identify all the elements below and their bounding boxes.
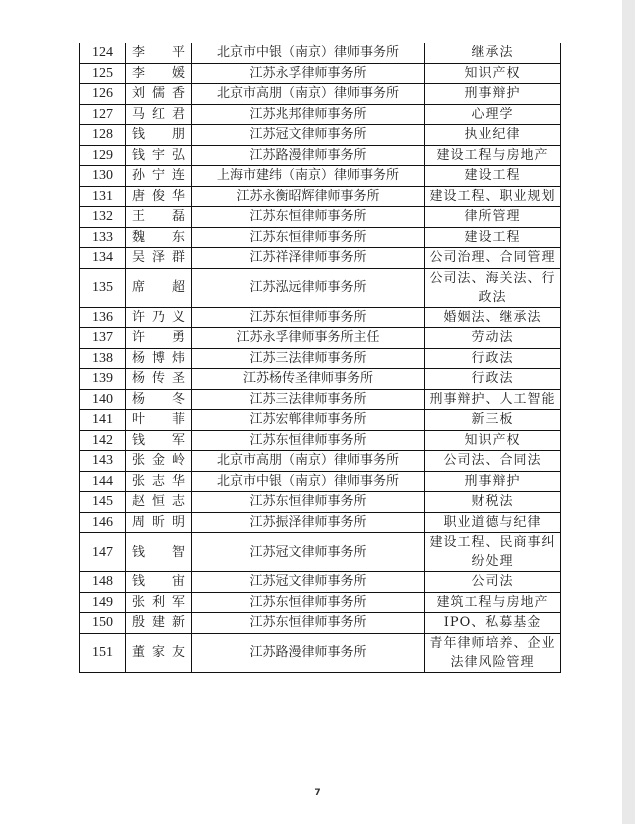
row-number: 150 [80,613,126,634]
specialty: 新三板 [425,410,561,431]
table-row [80,43,561,63]
row-number: 141 [80,410,126,431]
row-number: 145 [80,492,126,513]
law-firm: 北京市中银（南京）律师事务所 [192,43,425,63]
lawyer-name: 吴泽群 [126,248,192,269]
row-number: 136 [80,307,126,328]
row-number: 130 [80,166,126,187]
specialty: 心理学 [425,104,561,125]
specialty: IPO、私募基金 [425,613,561,634]
table-row [80,592,561,613]
table-row [80,410,561,431]
law-firm: 江苏冠文律师事务所 [192,572,425,593]
law-firm: 江苏路漫律师事务所 [192,633,425,672]
law-firm: 江苏东恒律师事务所 [192,227,425,248]
law-firm: 江苏振泽律师事务所 [192,512,425,533]
lawyer-name: 钱军 [126,430,192,451]
row-number: 124 [80,43,126,63]
lawyer-name: 李平 [126,43,192,63]
table-row [80,572,561,593]
table-row [80,430,561,451]
table-row [80,63,561,84]
table-row [80,268,561,307]
table-row [80,227,561,248]
specialty: 公司法 [425,572,561,593]
lawyer-name: 张金岭 [126,451,192,472]
law-firm: 江苏三法律师事务所 [192,348,425,369]
specialty: 建设工程与房地产 [425,145,561,166]
lawyer-name: 唐俊华 [126,186,192,207]
row-number: 144 [80,471,126,492]
lawyer-name: 董家友 [126,633,192,672]
law-firm: 江苏宏郸律师事务所 [192,410,425,431]
specialty: 公司法、合同法 [425,451,561,472]
table-row [80,166,561,187]
lawyer-table [79,43,561,673]
lawyer-name: 殷建新 [126,613,192,634]
specialty: 律所管理 [425,207,561,228]
law-firm: 江苏东恒律师事务所 [192,430,425,451]
law-firm: 江苏永衡昭辉律师事务所 [192,186,425,207]
law-firm: 江苏祥泽律师事务所 [192,248,425,269]
row-number: 139 [80,369,126,390]
specialty: 建设工程、民商事纠纷处理 [425,533,561,572]
law-firm: 北京市中银（南京）律师事务所 [192,471,425,492]
specialty: 知识产权 [425,430,561,451]
law-firm: 江苏泓远律师事务所 [192,268,425,307]
law-firm: 江苏永孚律师事务所 [192,63,425,84]
table-row [80,307,561,328]
law-firm: 江苏永孚律师事务所主任 [192,328,425,349]
row-number: 142 [80,430,126,451]
row-number: 140 [80,389,126,410]
specialty: 刑事辩护 [425,471,561,492]
lawyer-name: 席超 [126,268,192,307]
lawyer-name: 杨传圣 [126,369,192,390]
lawyer-name: 马红君 [126,104,192,125]
specialty: 职业道德与纪律 [425,512,561,533]
row-number: 128 [80,125,126,146]
row-number: 148 [80,572,126,593]
lawyer-name: 杨冬 [126,389,192,410]
row-number: 126 [80,84,126,105]
specialty: 建设工程 [425,227,561,248]
specialty: 公司治理、合同管理 [425,248,561,269]
specialty: 刑事辩护、人工智能 [425,389,561,410]
law-firm: 江苏兆邦律师事务所 [192,104,425,125]
specialty: 行政法 [425,348,561,369]
row-number: 132 [80,207,126,228]
row-number: 146 [80,512,126,533]
law-firm: 北京市高朋（南京）律师事务所 [192,451,425,472]
row-number: 129 [80,145,126,166]
law-firm: 江苏三法律师事务所 [192,389,425,410]
table-row [80,248,561,269]
row-number: 149 [80,592,126,613]
lawyer-name: 赵恒志 [126,492,192,513]
law-firm: 江苏东恒律师事务所 [192,492,425,513]
lawyer-name: 孙宁连 [126,166,192,187]
lawyer-name: 钱智 [126,533,192,572]
table-row [80,471,561,492]
specialty: 建设工程、职业规划 [425,186,561,207]
table-row [80,533,561,572]
table-row [80,492,561,513]
specialty: 财税法 [425,492,561,513]
law-firm: 江苏东恒律师事务所 [192,592,425,613]
specialty: 知识产权 [425,63,561,84]
row-number: 133 [80,227,126,248]
lawyer-name: 钱宙 [126,572,192,593]
lawyer-name: 周昕明 [126,512,192,533]
law-firm: 江苏东恒律师事务所 [192,307,425,328]
lawyer-name: 王磊 [126,207,192,228]
row-number: 135 [80,268,126,307]
row-number: 127 [80,104,126,125]
law-firm: 江苏杨传圣律师事务所 [192,369,425,390]
specialty: 刑事辩护 [425,84,561,105]
lawyer-name: 张利军 [126,592,192,613]
lawyer-name: 张志华 [126,471,192,492]
row-number: 151 [80,633,126,672]
specialty: 行政法 [425,369,561,390]
row-number: 147 [80,533,126,572]
row-number: 137 [80,328,126,349]
law-firm: 北京市高朋（南京）律师事务所 [192,84,425,105]
specialty: 继承法 [425,43,561,63]
row-number: 134 [80,248,126,269]
specialty: 公司法、海关法、行政法 [425,268,561,307]
table-row [80,186,561,207]
lawyer-name: 杨博炜 [126,348,192,369]
specialty: 青年律师培养、企业法律风险管理 [425,633,561,672]
table-row [80,613,561,634]
specialty: 建筑工程与房地产 [425,592,561,613]
row-number: 125 [80,63,126,84]
lawyer-name: 许勇 [126,328,192,349]
table-row [80,328,561,349]
lawyer-name: 许乃义 [126,307,192,328]
table-row [80,451,561,472]
page-number: 7 [314,788,321,798]
row-number: 131 [80,186,126,207]
table-row [80,348,561,369]
lawyer-name: 钱宇弘 [126,145,192,166]
law-firm: 江苏东恒律师事务所 [192,613,425,634]
specialty: 劳动法 [425,328,561,349]
specialty: 婚姻法、继承法 [425,307,561,328]
law-firm: 江苏冠文律师事务所 [192,533,425,572]
row-number: 138 [80,348,126,369]
table-row [80,125,561,146]
table-row [80,389,561,410]
lawyer-name: 钱朋 [126,125,192,146]
row-number: 143 [80,451,126,472]
table-row [80,207,561,228]
law-firm: 江苏路漫律师事务所 [192,145,425,166]
lawyer-name: 叶菲 [126,410,192,431]
table-row [80,84,561,105]
specialty: 执业纪律 [425,125,561,146]
lawyer-name: 李媛 [126,63,192,84]
law-firm: 上海市建纬（南京）律师事务所 [192,166,425,187]
specialty: 建设工程 [425,166,561,187]
lawyer-name: 魏东 [126,227,192,248]
table-row [80,104,561,125]
lawyer-name: 刘儒香 [126,84,192,105]
table-row [80,633,561,672]
law-firm: 江苏冠文律师事务所 [192,125,425,146]
table-row [80,512,561,533]
table-row [80,369,561,390]
table-row [80,145,561,166]
law-firm: 江苏东恒律师事务所 [192,207,425,228]
